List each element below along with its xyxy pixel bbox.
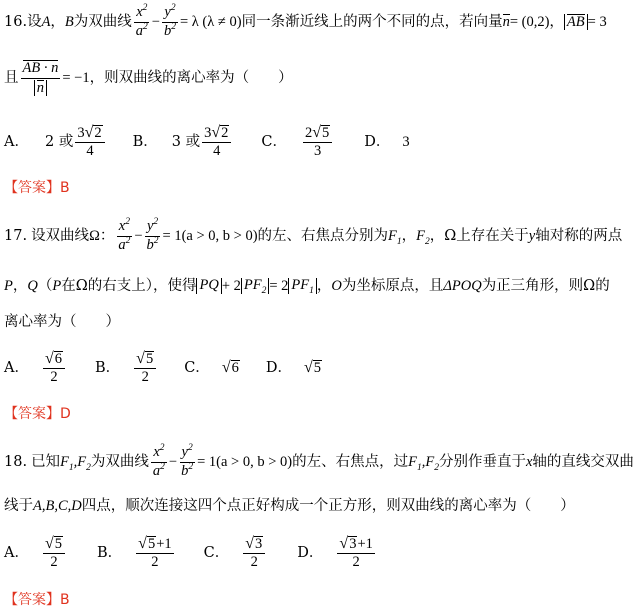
fraction-ABn: $\frac{AB \cdot n}{n}$ [22, 59, 59, 96]
q17-options [4, 346, 636, 390]
q16-option-b: B． 3 或 3 √ 2 4 [133, 125, 234, 160]
q17-answer [4, 404, 636, 424]
answer-value: B [60, 180, 70, 196]
q18-line-1: 18. 已知 $F_1,F_2$ 为双曲线 $\frac{x^2}{a^2}$ − $\frac{y^2}{b^2}$ = 1(a > 0, b > 0) 的左、右焦点，过 $F_1,F_2$ 分别作垂直于 x 轴的直线交双曲 [4, 443, 634, 479]
q17-line-1: 17. 设双曲线 Ω ： $\frac{x^2}{a^2}$ − $\frac{y^2}{b^2}$ = 1(a > 0, b > 0) 的左、右焦点分别为 $F_1$ ， $F_2$ ，Ω上存在关于 y 轴对称的两点 [4, 217, 623, 253]
fraction-x2-a2: $\frac{x^2}{a^2}$ [135, 3, 148, 39]
q16-line-1: 16. 设 A ， B 为双曲线 $\frac{x^2}{a^2}$ − $\frac{y^2}{b^2}$ = λ (λ ≠ 0) 同一条渐近线上的两个不同的点，若向量 n = (0,2) ， AB = 3 [4, 3, 607, 39]
answer-tag: 【答案】 [4, 592, 60, 608]
answer-value: B [60, 592, 70, 608]
q17-line-3: 离心率为（ ） [4, 313, 120, 330]
q17-option-a: A． √ 6 2 [4, 351, 67, 386]
q17-option-b: B． √ 5 2 [95, 351, 158, 386]
fraction-y2-b2: $\frac{y^2}{b^2}$ [163, 3, 176, 39]
q16-option-a: A． 2 或 3 √ 2 4 [4, 125, 107, 160]
q18-option-d: D． √ 3 +1 2 [297, 534, 373, 571]
q17-number: 17. [4, 227, 28, 244]
q16-option-c: C． 2 √ 5 3 [261, 125, 334, 160]
q18-option-a: A． √ 5 2 [4, 536, 67, 571]
q18-options [4, 530, 636, 576]
q16-answer [4, 178, 636, 198]
q18-answer [4, 590, 636, 610]
answer-tag: 【答案】 [4, 180, 60, 196]
q16-options [4, 120, 636, 164]
q17-option-c: C． √ 6 [184, 359, 239, 377]
q17-option-d: D． √ 5 [265, 359, 322, 377]
q18-number: 18. [4, 453, 28, 470]
vector-n: n [502, 13, 510, 30]
abs-vector-AB: AB [564, 14, 588, 31]
q16-number: 16. [4, 13, 28, 30]
q18-line-2: 线于 A,B,C,D 四点，顺次连接这四个点正好构成一个正方形，则双曲线的离心率为（ ） [4, 497, 575, 514]
q16-line-2: 且 $\frac{AB \cdot n}{n}$ = −1 ，则双曲线的离心率为（ ） [4, 59, 293, 96]
q16-text: 设 [27, 13, 42, 30]
answer-tag: 【答案】 [4, 406, 60, 422]
answer-value: D [60, 406, 71, 422]
q18-option-c: C． √ 3 2 [204, 536, 268, 571]
q18-option-b: B． √ 5 +1 2 [97, 534, 172, 571]
q16-option-d: D． 3 [364, 133, 410, 150]
q17-line-2: P ， Q （ P 在Ω的右支上），使得 PQ + 2 $PF_2$ = 2 $PF_1$ ， O 为坐标原点，且 ΔPOQ 为正三角形，则Ω的 [4, 277, 610, 296]
